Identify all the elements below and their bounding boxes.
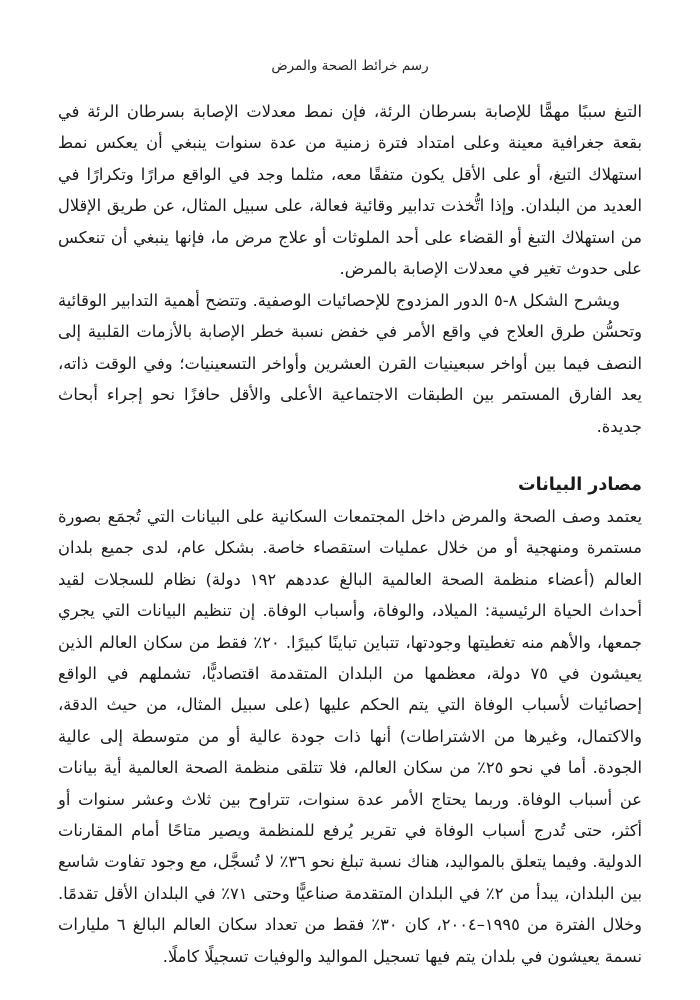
paragraph-data-sources: يعتمد وصف الصحة والمرض داخل المجتمعات السكانية على البيانات التي تُجمَع بصورة مستمرة ومنهجية أو من خلال عمليات استقصاء خاصة. بشكل عام، لدى جميع بلدان العالم (أعضاء منظمة الصحة العالمية البالغ عددهم ١٩٢ دولة) نظام للسجلات لقيد أحداث الحياة الرئيسية: الميلاد، والوفاة، وأسباب الوفاة. إن تنظيم البيانات التي يجري جمعها، والأهم منه تغطيتها وجودتها، تتباين تباينًا كبيرًا. ٢٠٪ فقط من سكان العالم الذين يعيشون في ٧٥ دولة، معظمها من البلدان المتقدمة اقتصاديًّا، تشملهم في الواقع إحصائيات لأسباب الوفاة التي يتم الحكم عليها (على سبيل المثال، من حيث الدقة، والاكتمال، وغيرها من الاشتراطات) أنها ذات جودة عالية أو من متوسطة إلى عالية الجودة. أما في نحو ٢٥٪ من سكان العالم، فلا تتلقى منظمة الصحة العالمية أية بيانات عن أسباب الوفاة. وربما يحتاج الأمر عدة سنوات، تتراوح بين ثلاث وعشر سنوات أو أكثر، حتى تُدرج أسباب الوفاة في تقرير يُرفع للمنظمة ويصير متاحًا أمام المقارنات الدولية. وفيما يتعلق بالمواليد، هناك نسبة تبلغ نحو ٣٦٪ لا تُسجَّل، مع وجود تفاوت شاسع بين البلدان، يبدأ من ٢٪ في البلدان المتقدمة صناعيًّا وحتى ٧١٪ في البلدان الأقل تقدمًا. وخلال الفترة من ١٩٩٥–٢٠٠٤، كان ٣٠٪ فقط من تعداد سكان العالم البالغ ٦ مليارات نسمة يعيشون في بلدان يتم فيها تسجيل المواليد والوفيات تسجيلًا كاملًا.	[58, 507, 642, 966]
section-heading-data-sources: مصادر البيانات	[518, 474, 642, 495]
paragraph-tobacco-lung-cancer: التبغ سببًا مهمًّا للإصابة بسرطان الرئة، فإن نمط معدلات الإصابة بسرطان الرئة في بقعة جغرافية معينة وعلى امتداد فترة زمنية من عدة سنوات ينبغي أن يعكس نمط استهلاك التبغ، أو على الأقل يكون متفقًا معه، مثلما وجد في الواقع مرارًا وتكرارًا في العديد من البلدان. وإذا اتُّخذت تدابير وقائية فعالة، على سبيل المثال، عن طريق الإقلال من استهلاك التبغ أو القضاء على أحد الملوثات أو علاج مرض ما، فإنها ينبغي أن تنعكس على حدوث تغير في معدلات الإصابة بالمرض.	[58, 102, 642, 279]
paragraph-descriptive-statistics: ويشرح الشكل ٨-٥ الدور المزدوج للإحصائيات الوصفية. وتتضح أهمية التدابير الوقائية وتحسُّن طرق العلاج في واقع الأمر في خفض نسبة خطر الإصابة بالأزمات القلبية إلى النصف فيما بين أواخر سبعينيات القرن العشرين وأواخر التسعينيات؛ وفي الوقت ذاته، يعد الفارق المستمر بين الطبقات الاجتماعية الأعلى والأقل حافزًا نحو إجراء أبحاث جديدة.	[58, 291, 642, 436]
running-header: رسم خرائط الصحة والمرض	[271, 58, 429, 74]
